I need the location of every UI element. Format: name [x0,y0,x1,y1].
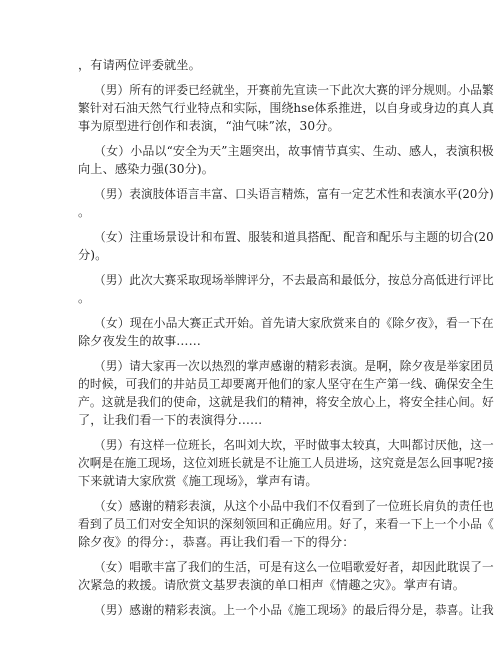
text-line: 繁针对石油天然气行业特点和实际，围绕hse体系推进，以自身或身边的真人真 [78,101,495,115]
text-line: 。 [78,291,91,305]
text-line: 次啊是在施工现场，这位刘班长就是不让施工人员进场，这究竟是怎么回事呢?接 [78,456,494,470]
text-line: （男）表演肢体语言丰富、口头语言精炼，富有一定艺术性和表演水平(20分) [94,187,494,201]
text-line: （男）此次大赛采取现场举牌评分，不去最高和最低分，按总分高低进行评比 [94,273,494,287]
text-line: 下来就请大家欣赏《施工现场》，掌声有请。 [78,474,318,488]
text-line: 。 [78,205,91,219]
text-line: 分)。 [78,248,108,262]
text-line: （女）小品以“安全为天”主题突出，故事情节真实、生动、感人，表演积极 [94,144,494,158]
text-line: （男）有这样一位班长，名叫刘大坎，平时做事太较真，大叫都讨厌他，这一 [94,438,494,452]
text-line: 次紧急的救援。请欣赏文基罗表演的单口相声《情趣之灾》。掌声有请。 [78,578,466,592]
text-line: （女）唱歌丰富了我们的生活，可是有这么一位唱歌爱好者，却因此耽误了一 [94,560,494,574]
text-line: 事为原型进行创作和表演，“油气味”浓，30分。 [78,119,340,133]
text-line: （男）感谢的精彩表演。上一个小品《施工现场》的最后得分是，恭喜。让我 [94,603,494,617]
text-line: （男）所有的评委已经就坐，开赛前先宣读一下此次大赛的评分规则。小品繁 [94,83,494,97]
text-line: （女）现在小品大赛正式开始。首先请大家欣赏来自的《除夕夜》，看一下在 [94,316,494,330]
text-line: 除夕夜》的得分：，恭喜。再让我们看一下的得分： [78,535,355,549]
text-line: 向上、感染力强(30分)。 [78,162,215,176]
text-line: （女）注重场景设计和布置、服装和道具搭配、配音和配乐与主题的切合(20 [94,230,494,244]
text-line: （女）感谢的精彩表演，从这个小品中我们不仅看到了一位班长肩负的责任也 [94,499,494,513]
text-line: （男）请大家再一次以热烈的掌声感谢的精彩表演。是啊，除夕夜是举家团员 [94,359,494,373]
text-line: 的时候，可我们的井站员工却要离开他们的家人坚守在生产第一线、确保安全生 [78,377,494,391]
text-line: 除夕夜发生的故事…… [78,334,201,348]
text-line: 了，让我们看一下的表演得分…… [78,413,263,427]
text-line: ，有请两位评委就坐。 [78,58,201,72]
text-line: 产。这就是我们的使命，这就是我们的精神，将安全放心上，将安全挂心间。好 [78,395,494,409]
text-line: 看到了员工们对安全知识的深刻领回和正确应用。好了，来看一下上一个小品《 [78,517,494,531]
